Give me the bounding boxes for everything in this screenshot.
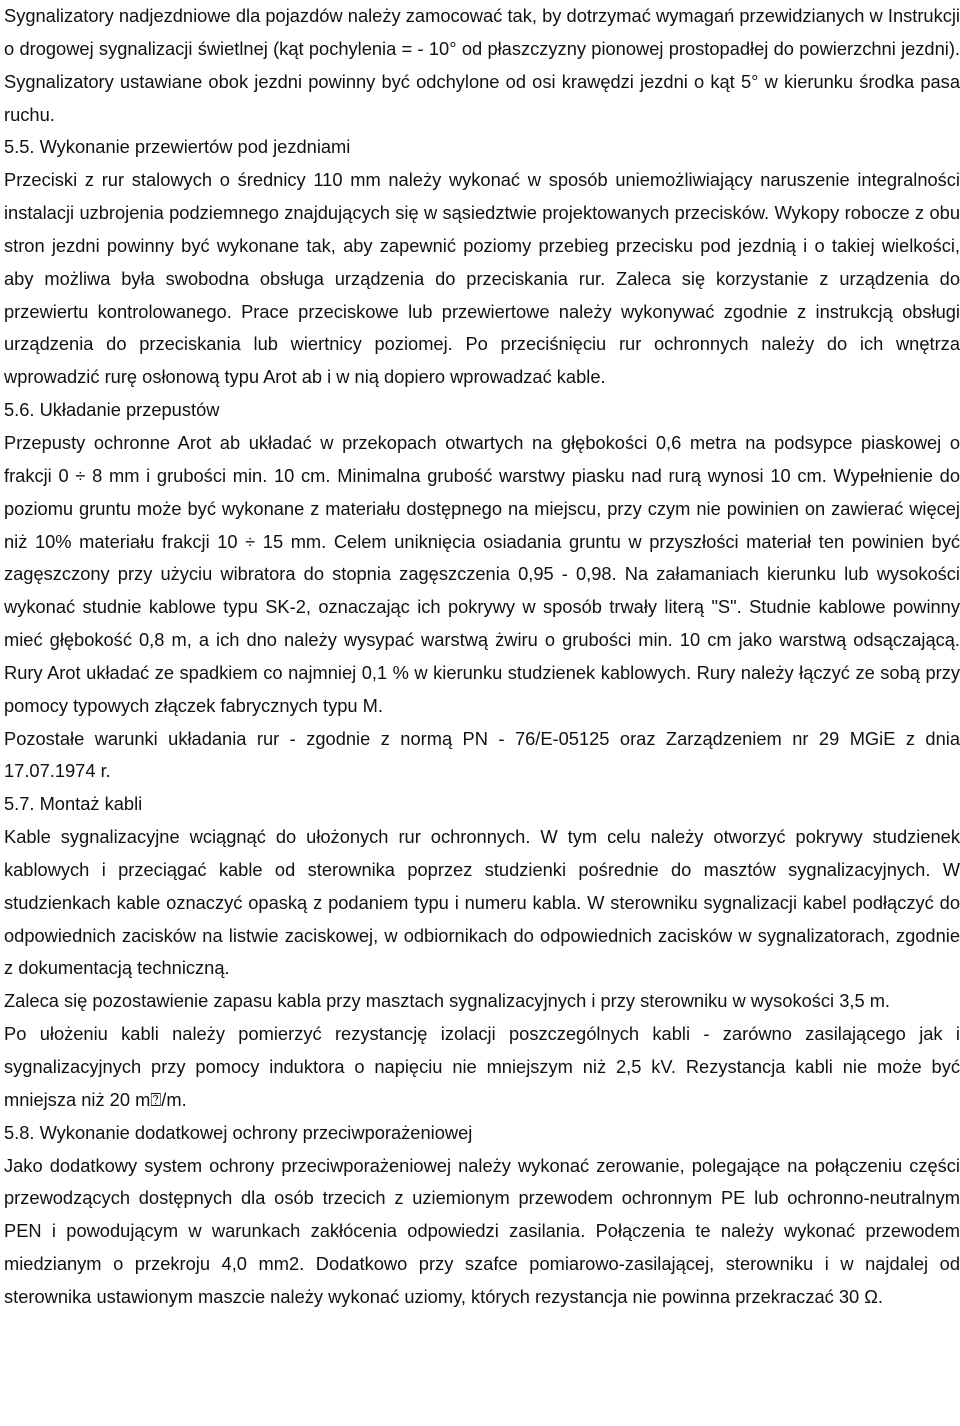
paragraph-culverts: Przepusty ochronne Arot ab układać w przekopach otwartych na głębokości 0,6 metra na podsypce piaskowej o frakcji 0 ÷ 8 mm i grubości min. 10 cm. Minimalna grubość warstwy piasku nad rurą wynosi 10 cm. Wypełnienie do poziomu gruntu może być wykonane z materiału dostępnego na miejscu, przy czym nie powinien on zawierać więcej niż 10% materiału frakcji 10 ÷ 15 mm. Celem uniknięcia osiadania gruntu w przyszłości materiał ten powinien być zagęszczony przy użyciu wibratora do stopnia zagęszczenia 0,95 - 0,98. Na załamaniach kierunku lub wysokości wykonać studnie kablowe typu SK-2, oznaczając ich pokrywy w sposób trwały literą "S". Studnie kablowe powinny mieć głębokość 0,8 m, a ich dno należy wysypać warstwą żwiru o grubości min. 10 cm jako warstwą odsączającą. Rury Arot układać ze spadkiem co najmniej 0,1 % w kierunku studzienek kablowych. Rury należy łączyć ze sobą przy pomocy typowych złączek fabrycznych typu M.	[4, 431, 960, 716]
heading-section-5-6: 5.6. Układanie przepustów	[4, 399, 220, 421]
paragraph-insulation-test: Po ułożeniu kabli należy pomierzyć rezystancję izolacji poszczególnych kabli - zarówno zasilającego jak i sygnalizacyjnych przy pomocy induktora o napięciu nie mniejszym niż 2,5 kV. Rezystancja kabli nie może być mniejsza niż 20 m⍰/m.	[4, 1023, 960, 1110]
paragraph-pipe-norms: Pozostałe warunki układania rur - zgodnie z normą PN - 76/E-05125 oraz Zarządzeniem nr 29 MGiE z dnia 17.07.1974 r.	[4, 727, 960, 782]
heading-section-5-8: 5.8. Wykonanie dodatkowej ochrony przeciwporażeniowej	[4, 1121, 473, 1143]
paragraph-cable-reserve: Zaleca się pozostawienie zapasu kabla przy masztach sygnalizacyjnych i przy sterowniku w wysokości 3,5 m.	[4, 990, 890, 1012]
paragraph-signal-mounting: Sygnalizatory nadjezdniowe dla pojazdów należy zamocować tak, by dotrzymać wymagań przewidzianych w Instrukcji o drogowej sygnalizacji świetlnej (kąt pochylenia = - 10° od płaszczyzny pionowej prostopadłej do powierzchni jezdni). Sygnalizatory ustawiane obok jezdni powinny być odchylone od osi krawędzi jezdni o kąt 5° w kierunku środka pasa ruchu.	[4, 5, 960, 125]
paragraph-drilling: Przeciski z rur stalowych o średnicy 110 mm należy wykonać w sposób uniemożliwiający naruszenie integralności instalacji uzbrojenia podziemnego znajdujących się w sąsiedztwie projektowanych przecisków. Wykopy robocze z obu stron jezdni powinny być wykonane tak, aby zapewnić poziomy przebieg przecisku pod jezdnią i o takiej wielkości, aby możliwa była swobodna obsługa urządzenia do przeciskania rur. Zaleca się korzystanie z urządzenia do przewiertu kontrolowanego. Prace przeciskowe lub przewiertowe należy wykonywać zgodnie z instrukcją obsługi urządzenia do przeciskania lub wiertnicy poziomej. Po przeciśnięciu rur ochronnych należy do ich wnętrza wprowadzić rurę osłonową typu Arot ab i w nią dopiero wprowadzać kable.	[4, 169, 960, 388]
paragraph-cable-install: Kable sygnalizacyjne wciągnąć do ułożonych rur ochronnych. W tym celu należy otworzyć pokrywy studzienek kablowych i przeciągać kable od sterownika poprzez studzienki pośrednie do masztów sygnalizacyjnych. W studzienkach kable oznaczyć opaską z podaniem typu i numeru kabla. W sterowniku sygnalizacji kabel podłączyć do odpowiednich zacisków na listwie zaciskowej, w odbiornikach do odpowiednich zacisków w sygnalizatorach, zgodnie z dokumentacją techniczną.	[4, 826, 960, 979]
heading-section-5-5: 5.5. Wykonanie przewiertów pod jezdniami	[4, 136, 351, 158]
paragraph-protection: Jako dodatkowy system ochrony przeciwporażeniowej należy wykonać zerowanie, polegające na połączeniu części przewodzących dostępnych dla osób trzecich z uziemionym przewodem ochronnym PE lub ochronno-neutralnym PEN i powodującym w warunkach zakłócenia odpowiedzi zasilania. Połączenia te należy wykonać przewodem miedzianym o przekroju 4,0 mm2. Dodatkowo przy szafce pomiarowo-zasilającej, sterowniku i w najdalej od sterownika ustawionym maszcie należy wykonać uziomy, których rezystancja nie powinna przekraczać 30 Ω.	[4, 1154, 960, 1307]
document-page	[4, 0, 960, 1314]
heading-section-5-7: 5.7. Montaż kabli	[4, 793, 143, 815]
